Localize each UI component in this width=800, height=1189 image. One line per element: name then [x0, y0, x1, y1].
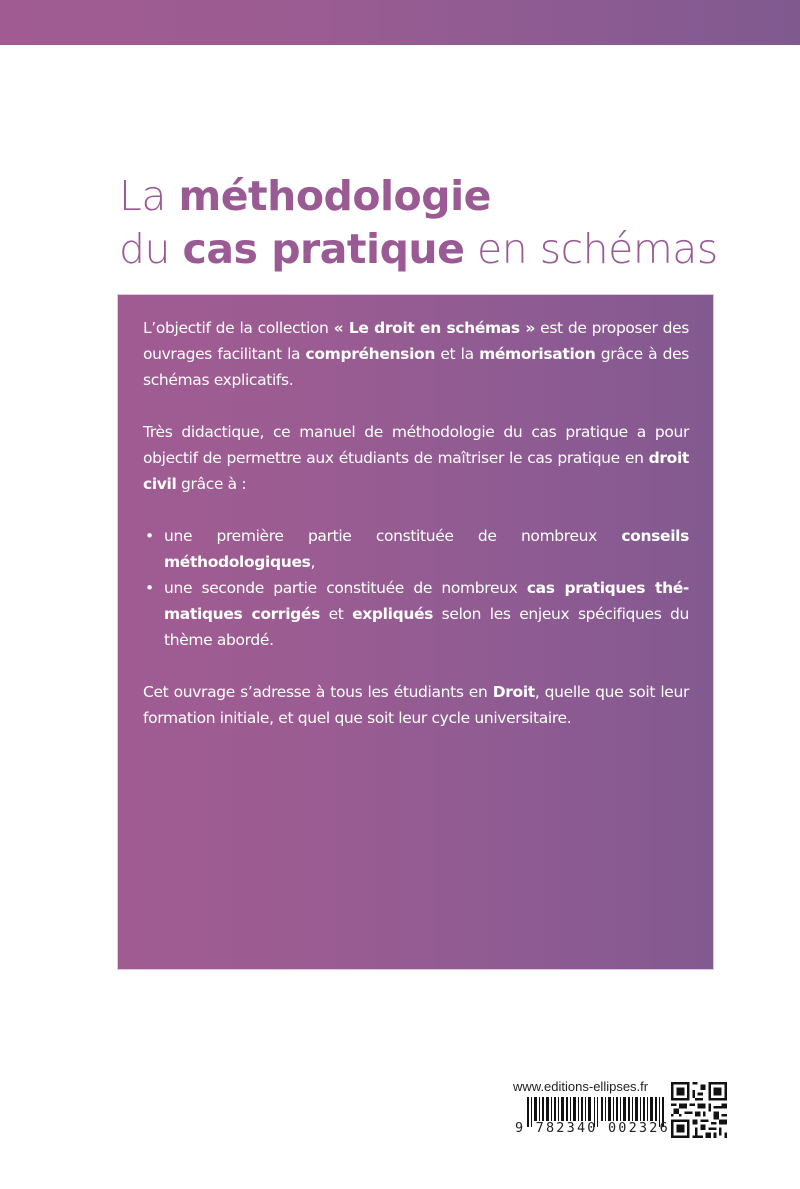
- description-panel: [118, 295, 713, 969]
- text: Cet ouvrage s’adresse à tous les étudiants en: [143, 683, 493, 701]
- text: Très didactique, ce manuel de méthodologie du cas pratique a pour objectif de permettre aux étudiants de maîtriser le cas pratique en: [143, 423, 689, 467]
- text: est de proposer des ouvrages facilitant la: [143, 319, 689, 363]
- audience-paragraph: [143, 679, 689, 731]
- title-line-2: [119, 223, 718, 276]
- text: grâce à des schémas explicatifs.: [143, 345, 689, 389]
- qr-code-icon[interactable]: [671, 1082, 727, 1138]
- text: et: [319, 605, 353, 623]
- text: ,: [310, 553, 316, 571]
- publisher-footer: [505, 1079, 735, 1143]
- title-line-1: [119, 170, 718, 223]
- text: une première partie constituée de nombreux: [164, 527, 622, 545]
- emphasis: droit civil: [143, 449, 689, 493]
- text: et la: [435, 345, 480, 363]
- website-link[interactable]: www.editions-ellipses.fr: [513, 1079, 649, 1094]
- isbn-number: 9 782340 002326: [515, 1120, 670, 1136]
- text: selon les enjeux spécifiques du thème abordé.: [164, 605, 689, 649]
- description-text: [143, 315, 689, 757]
- intro-paragraph: [143, 315, 689, 393]
- list-item: [143, 575, 689, 653]
- title-bold-text: méthodologie: [178, 172, 491, 220]
- emphasis: conseils méthodologiques: [164, 527, 689, 571]
- title-bold-text: cas pratique: [182, 225, 465, 273]
- emphasis: compréhension: [305, 345, 436, 363]
- emphasis: cas pratiques thé-matiques corrigés: [164, 579, 690, 623]
- collection-name: « Le droit en schémas »: [333, 319, 536, 337]
- book-title: [119, 170, 718, 276]
- purpose-paragraph: [143, 419, 689, 497]
- text: une seconde partie constituée de nombreux: [164, 579, 527, 597]
- bullet-icon: •: [145, 527, 154, 545]
- bullet-icon: •: [145, 579, 154, 597]
- title-light-text: du: [119, 225, 183, 273]
- emphasis: expliqués: [352, 605, 434, 623]
- text: , quelle que soit leur formation initiale, et quel que soit leur cycle universitaire.: [143, 683, 689, 727]
- text: L’objectif de la collection: [143, 319, 334, 337]
- title-light-text: La: [119, 172, 179, 220]
- text: grâce à :: [176, 475, 247, 493]
- title-light-text: en schémas: [464, 225, 718, 273]
- emphasis: Droit: [492, 683, 535, 701]
- list-item: [143, 523, 689, 575]
- content-list: [143, 523, 689, 653]
- emphasis: mémorisation: [479, 345, 596, 363]
- top-color-band: [0, 0, 800, 45]
